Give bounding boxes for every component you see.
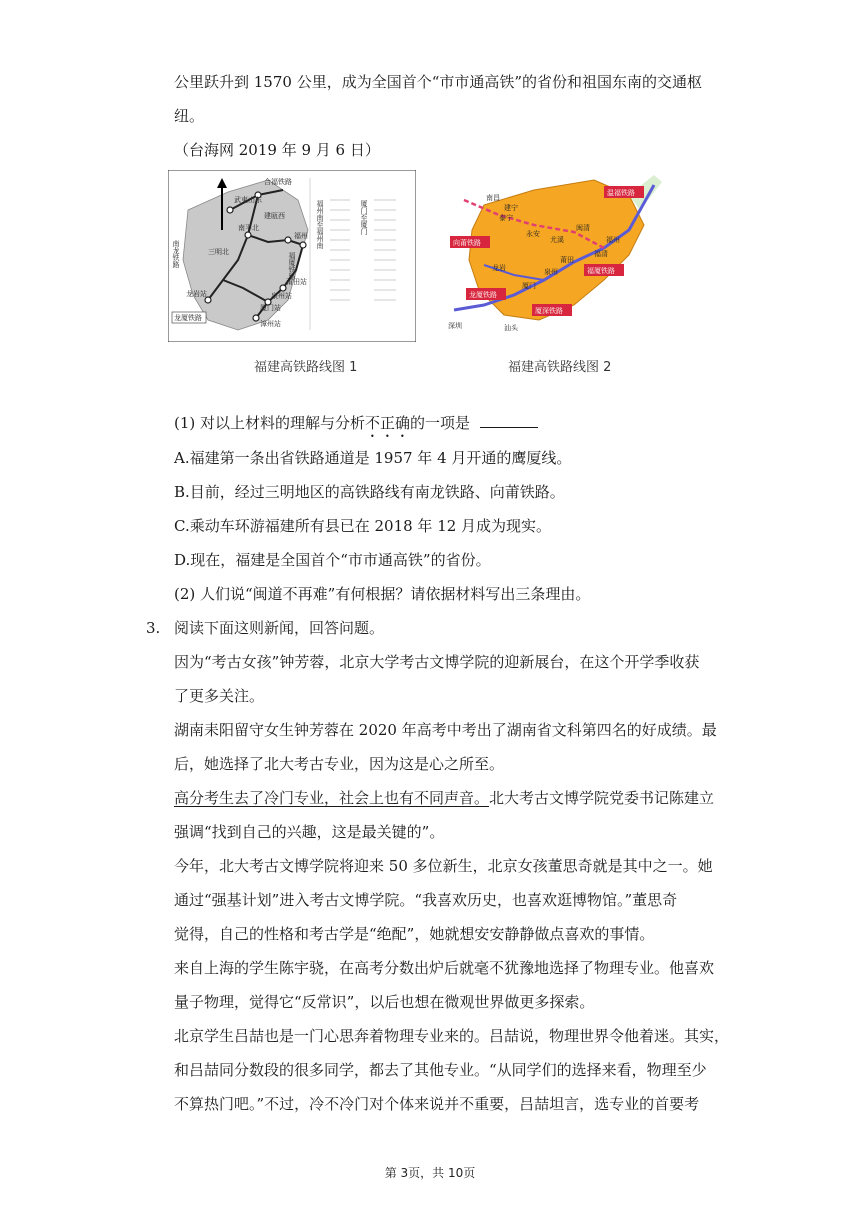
q3-p4-l1: 今年，北大考古文博学院将迎来 50 多位新生，北京女孩董思奇就是其中之一。她 [174,857,713,875]
map1-xiamen: 厦门站 [260,304,281,312]
q3-p4-l2: 通过“强基计划”进入考古文博学院。“我喜欢历史，也喜欢逛博物馆。”董思奇 [174,891,678,909]
map1-zhangzhou: 漳州站 [260,320,281,328]
q3-p5-l2: 量子物理，觉得它“反常识”，以后也想在微观世界做更多探索。 [174,993,595,1011]
map2-xiashen: 厦深铁路 [535,307,563,315]
page-number: 第 3页，共 10页 [384,1166,476,1180]
q1-stem: (1) 对以上材料的理解与分析不正确的一项是 [174,413,538,441]
map2-fuqing: 福清 [594,250,608,258]
q2-stem: (2) 人们说“闽道不再难”有何根据？请依据材料写出三条理由。 [174,585,591,603]
underlined-sentence: 高分考生去了冷门专业，社会上也有不同声音。 [174,789,490,807]
fujian-rail-map-2 [444,170,664,342]
map1-panel-b: 厦门至厦门 [360,200,368,235]
q3-number: 3. [146,619,161,637]
map1-sanming: 三明北 [208,248,229,256]
q3-p5-l1: 来自上海的学生陈宇骁，在高考分数出炉后就毫不犹豫地选择了物理专业。他喜欢 [174,959,715,977]
map1-putian: 莆田站 [286,278,307,286]
map2-nanchang: 南昌 [486,194,500,202]
q3-p4-l3: 觉得，自己的性格和考古学是“绝配”，她就想安安静静做点喜欢的事情。 [174,925,655,943]
map2-longxia: 龙厦铁路 [469,291,497,299]
q3-p3-l1: 高分考生去了冷门专业，社会上也有不同声音。北大考古文博学院党委书记陈建立 [174,789,715,807]
map2-fuxia: 福厦铁路 [587,267,615,275]
map2-wenfu: 温福铁路 [607,189,635,197]
source-line: （台海网 2019 年 9 月 6 日） [174,141,380,159]
q3-p6-l3: 不算热门吧。”不过，冷不冷门对个体来说并不重要，吕喆坦言，选专业的首要考 [174,1095,700,1113]
map1-panel-a: 福州南至福州南 [316,200,324,249]
map2-fuzhou: 福州 [606,236,620,244]
map1-fuzhou: 福州 [294,232,308,240]
map2-youxi: 尤溪 [550,236,564,244]
answer-blank [480,413,538,428]
q3-p2-l2: 后，她选择了北大考古专业，因为这是心之所至。 [174,755,505,773]
q3-p1-l2: 了更多关注。 [174,687,265,705]
map2-caption: 福建高铁路线图 2 [508,360,612,375]
q3-p6-l1: 北京学生吕喆也是一门心思奔着物理专业来的。吕喆说，物理世界令他着迷。其实， [174,1027,730,1045]
map1-nanping: 南平北 [238,224,259,232]
map2-shantou: 汕头 [504,324,518,332]
q3-p6-l2: 和吕喆同分数段的很多同学，都去了其他专业。“从同学们的选择来看，物理至少 [174,1061,707,1079]
map2-yongan: 永安 [526,230,540,238]
q3-stem: 阅读下面这则新闻，回答问题。 [174,619,385,637]
q3-p1-l1: 因为“考古女孩”钟芳蓉，北京大学考古文博学院的迎新展台，在这个开学季收获 [174,653,700,671]
map1-nanlong: 南龙铁路 [172,240,180,268]
map1-longxia: 龙厦铁路 [174,314,202,322]
map2-xiamen: 厦门 [522,282,536,290]
emphasis-not-correct: 不正确 [365,414,411,432]
map2-xiangpu: 向莆铁路 [453,239,481,247]
q1-option-b: B.目前，经过三明地区的高铁路线有南龙铁路、向莆铁路。 [174,483,565,501]
map1-wuyi: 武夷山东 [234,196,262,204]
fujian-rail-map-1 [168,170,416,342]
map1-hefu: 合福铁路 [264,178,292,186]
map2-shenzhen: 深圳 [448,322,462,330]
q3-p2-l1: 湖南耒阳留守女生钟芳蓉在 2020 年高考中考出了湖南省文科第四名的好成绩。最 [174,721,717,739]
map2-jianning: 建宁 [504,204,518,212]
map1-fuxia: 福厦铁路 [288,252,296,280]
q3-p3-l2: 强调“找到自己的兴趣，这是最关键的”。 [174,823,445,841]
intro-line-1: 公里跃升到 1570 公里，成为全国首个“市市通高铁”的省份和祖国东南的交通枢 [174,73,703,91]
map2-longyan: 龙岩 [492,264,506,272]
q1-option-d: D.现在，福建是全国首个“市市通高铁”的省份。 [174,551,491,569]
map1-caption: 福建高铁路线图 1 [254,360,358,375]
map2-putian: 莆田 [560,256,574,264]
map2-quanzhou: 泉州 [544,268,558,276]
map1-longyan: 龙岩站 [186,290,207,298]
map2-taining: 泰宁 [499,214,513,222]
q1-option-c: C.乘动车环游福建所有县已在 2018 年 12 月成为现实。 [174,517,552,535]
intro-line-2: 纽。 [174,107,205,125]
map1-quanzhou: 泉州站 [271,292,292,300]
map2-minqing: 闽清 [576,224,590,232]
q1-option-a: A.福建第一条出省铁路通道是 1957 年 4 月开通的鹰厦线。 [174,449,572,467]
map1-jianou: 建瓯西 [264,212,285,220]
